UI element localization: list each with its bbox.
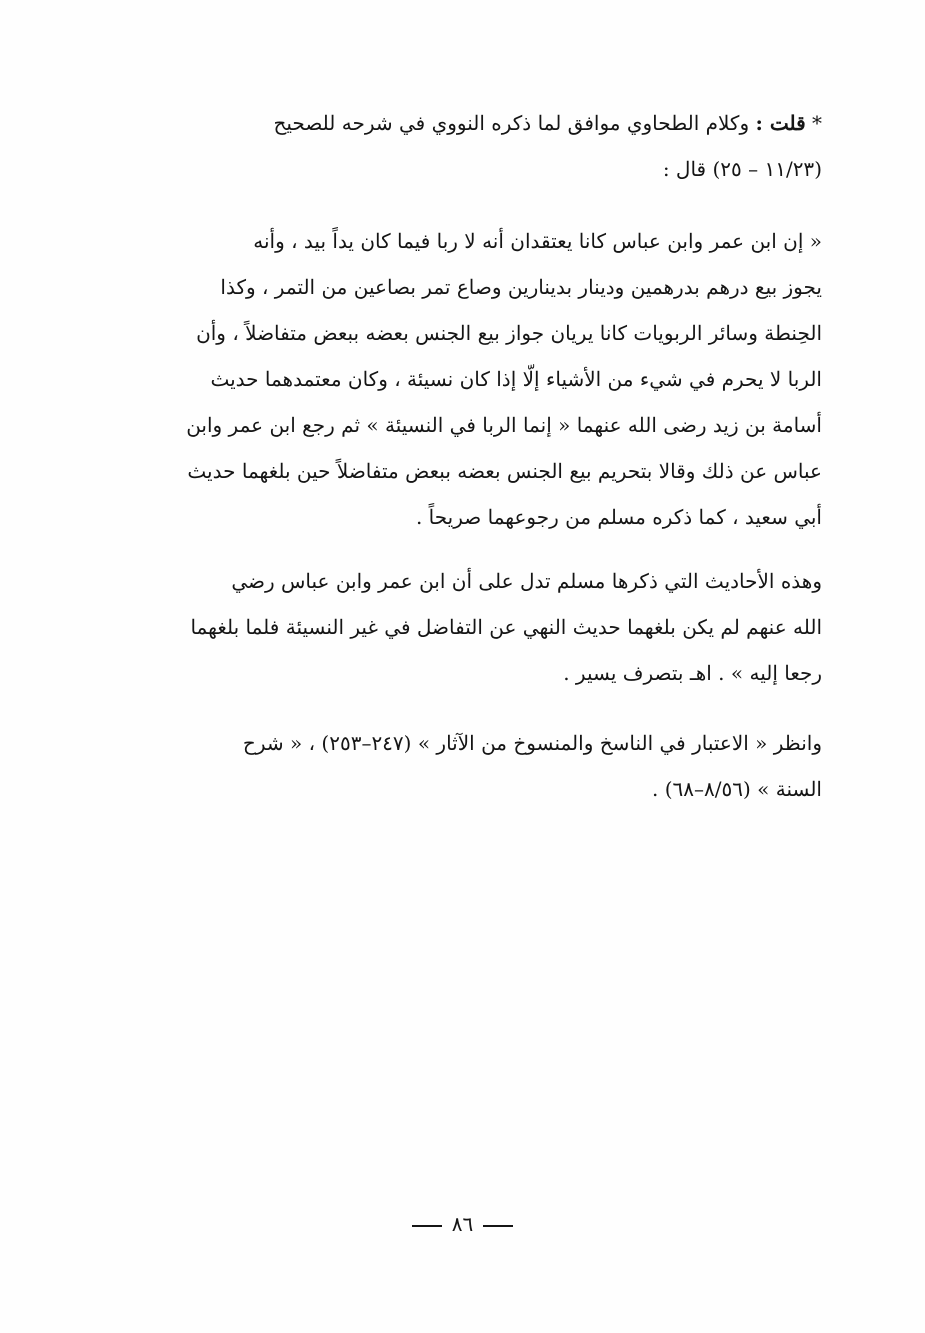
references-paragraph <box>122 720 822 812</box>
comment-line: رجعا إليه » . اهـ بتصرف يسير . <box>563 661 822 685</box>
comment-paragraph <box>122 558 822 696</box>
footer-dash-left <box>483 1225 513 1227</box>
quote-line: أبي سعيد ، كما ذكره مسلم من رجوعهما صريحاً . <box>415 505 822 529</box>
nawawi-quote-paragraph <box>122 218 822 540</box>
quote-line: الربا لا يحرم في شيء من الأشياء إلّا إذا كان نسيئة ، وكان معتمدهما حديث <box>210 367 822 391</box>
comment-line: وهذه الأحاديث التي ذكرها مسلم تدل على أن ابن عمر وابن عباس رضي <box>231 569 822 593</box>
page-number: ٨٦ <box>451 1212 474 1236</box>
quote-line: أسامة بن زيد رضى الله عنهما « إنما الربا في النسيئة » ثم رجع ابن عمر وابن <box>186 413 822 437</box>
note-text: وكلام الطحاوي موافق لما ذكره النووي في شرحه للصحيح <box>273 111 750 135</box>
author-note-paragraph <box>122 100 822 192</box>
quote-line: الحِنطة وسائر الربويات كانا يريان جواز بيع الجنس بعضه ببعض متفاضلاً ، وأن <box>196 321 822 345</box>
quote-line: عباس عن ذلك وقالا بتحريم بيع الجنس بعضه ببعض متفاضلاً حين بلغهما حديث <box>187 459 822 483</box>
footer-dash-right <box>412 1225 442 1227</box>
quote-line: « إن ابن عمر وابن عباس كانا يعتقدان أنه لا ربا فيما كان يداً بيد ، وأنه <box>253 229 822 253</box>
note-line-2: (١١/٢٣ – ٢٥) قال : <box>662 157 822 181</box>
reference-line: السنة » (٨/٥٦–٦٨) . <box>652 777 822 801</box>
note-line-1 <box>122 100 822 146</box>
note-label: قلت : <box>755 111 806 135</box>
comment-line: الله عنهم لم يكن بلغهما حديث النهي عن التفاضل في غير النسيئة فلما بلغهما <box>190 615 822 639</box>
note-bullet: * <box>812 111 822 135</box>
quote-line: يجوز بيع درهم بدرهمين ودينار بدينارين وصاع تمر بصاعين من التمر ، وكذا <box>220 275 822 299</box>
reference-line: وانظر « الاعتبار في الناسخ والمنسوخ من الآثار » (٢٤٧–٢٥٣) ، « شرح <box>242 731 822 755</box>
page-number-footer <box>0 1212 925 1236</box>
